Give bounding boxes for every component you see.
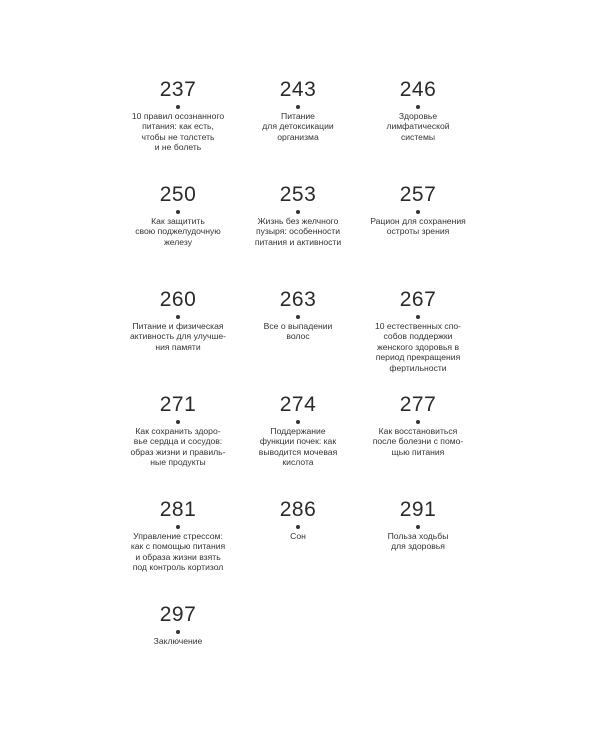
page-number: 250 [159,183,197,206]
entry-title: Жизнь без желчного пузыря: особенности питания и активности [254,216,342,247]
bullet-dot [416,315,420,319]
bullet-dot [416,420,420,424]
contents-entry[interactable] [358,78,478,183]
contents-entry[interactable] [238,498,358,603]
bullet-dot [416,525,420,529]
contents-entry[interactable] [238,183,358,288]
page-number: 246 [399,78,437,101]
entry-title: Управление стрессом: как с помощью питания и образа жизни взять под контроль кортизол [130,531,226,573]
page-number: 274 [279,393,317,416]
page-number: 271 [159,393,197,416]
page-number: 297 [159,603,197,626]
entry-title: 10 естественных спо- собов поддержки женского здоровья в период прекращения фертильности [374,321,462,373]
contents-entry[interactable] [358,393,478,498]
bullet-dot [296,210,300,214]
entry-title: Поддержание функции почек: как выводится мочевая кислота [258,426,338,468]
contents-entry[interactable] [118,288,238,393]
bullet-dot [296,315,300,319]
bullet-dot [176,420,180,424]
bullet-dot [416,105,420,109]
contents-entry[interactable] [118,498,238,603]
page-number: 281 [159,498,197,521]
contents-entry[interactable] [118,78,238,183]
entry-title: Рацион для сохранения остроты зрения [370,216,466,237]
bullet-dot [296,105,300,109]
page-number: 263 [279,288,317,311]
contents-entry[interactable] [118,393,238,498]
bullet-dot [296,525,300,529]
contents-entry[interactable] [238,393,358,498]
entry-title: Польза ходьбы для здоровья [387,531,449,552]
bullet-dot [176,525,180,529]
page-number: 260 [159,288,197,311]
bullet-dot [176,105,180,109]
entry-title: Питание для детоксикации организма [262,111,334,142]
page-number: 243 [279,78,317,101]
entry-title: Здоровье лимфатической системы [386,111,450,142]
bullet-dot [296,420,300,424]
page-number: 277 [399,393,437,416]
contents-entry[interactable] [358,498,478,603]
page-number: 253 [279,183,317,206]
bullet-dot [416,210,420,214]
entry-title: Сон [290,531,306,541]
bullet-dot [176,630,180,634]
page-number: 286 [279,498,317,521]
page-number: 267 [399,288,437,311]
contents-entry[interactable] [358,183,478,288]
bullet-dot [176,315,180,319]
entry-title: Как сохранить здоро- вье сердца и сосудов: образ жизни и правиль- ные продукты [130,426,226,468]
entry-title: Как защитить свою поджелудочную железу [135,216,221,247]
contents-entry[interactable] [118,183,238,288]
bullet-dot [176,210,180,214]
contents-entry[interactable] [358,288,478,393]
contents-entry[interactable] [238,288,358,393]
contents-entry[interactable] [238,78,358,183]
contents-grid [118,78,478,708]
contents-entry[interactable] [118,603,238,708]
entry-title: 10 правил осознанного питания: как есть, чтобы не толстеть и не болеть [131,111,225,153]
entry-title: Все о выпадении волос [263,321,333,342]
entry-title: Как восстановиться после болезни с помо- щью питания [372,426,464,457]
page-number: 237 [159,78,197,101]
entry-title: Питание и физическая активность для улучше- ния памяти [129,321,227,352]
page-number: 291 [399,498,437,521]
entry-title: Заключение [153,636,203,646]
page-number: 257 [399,183,437,206]
